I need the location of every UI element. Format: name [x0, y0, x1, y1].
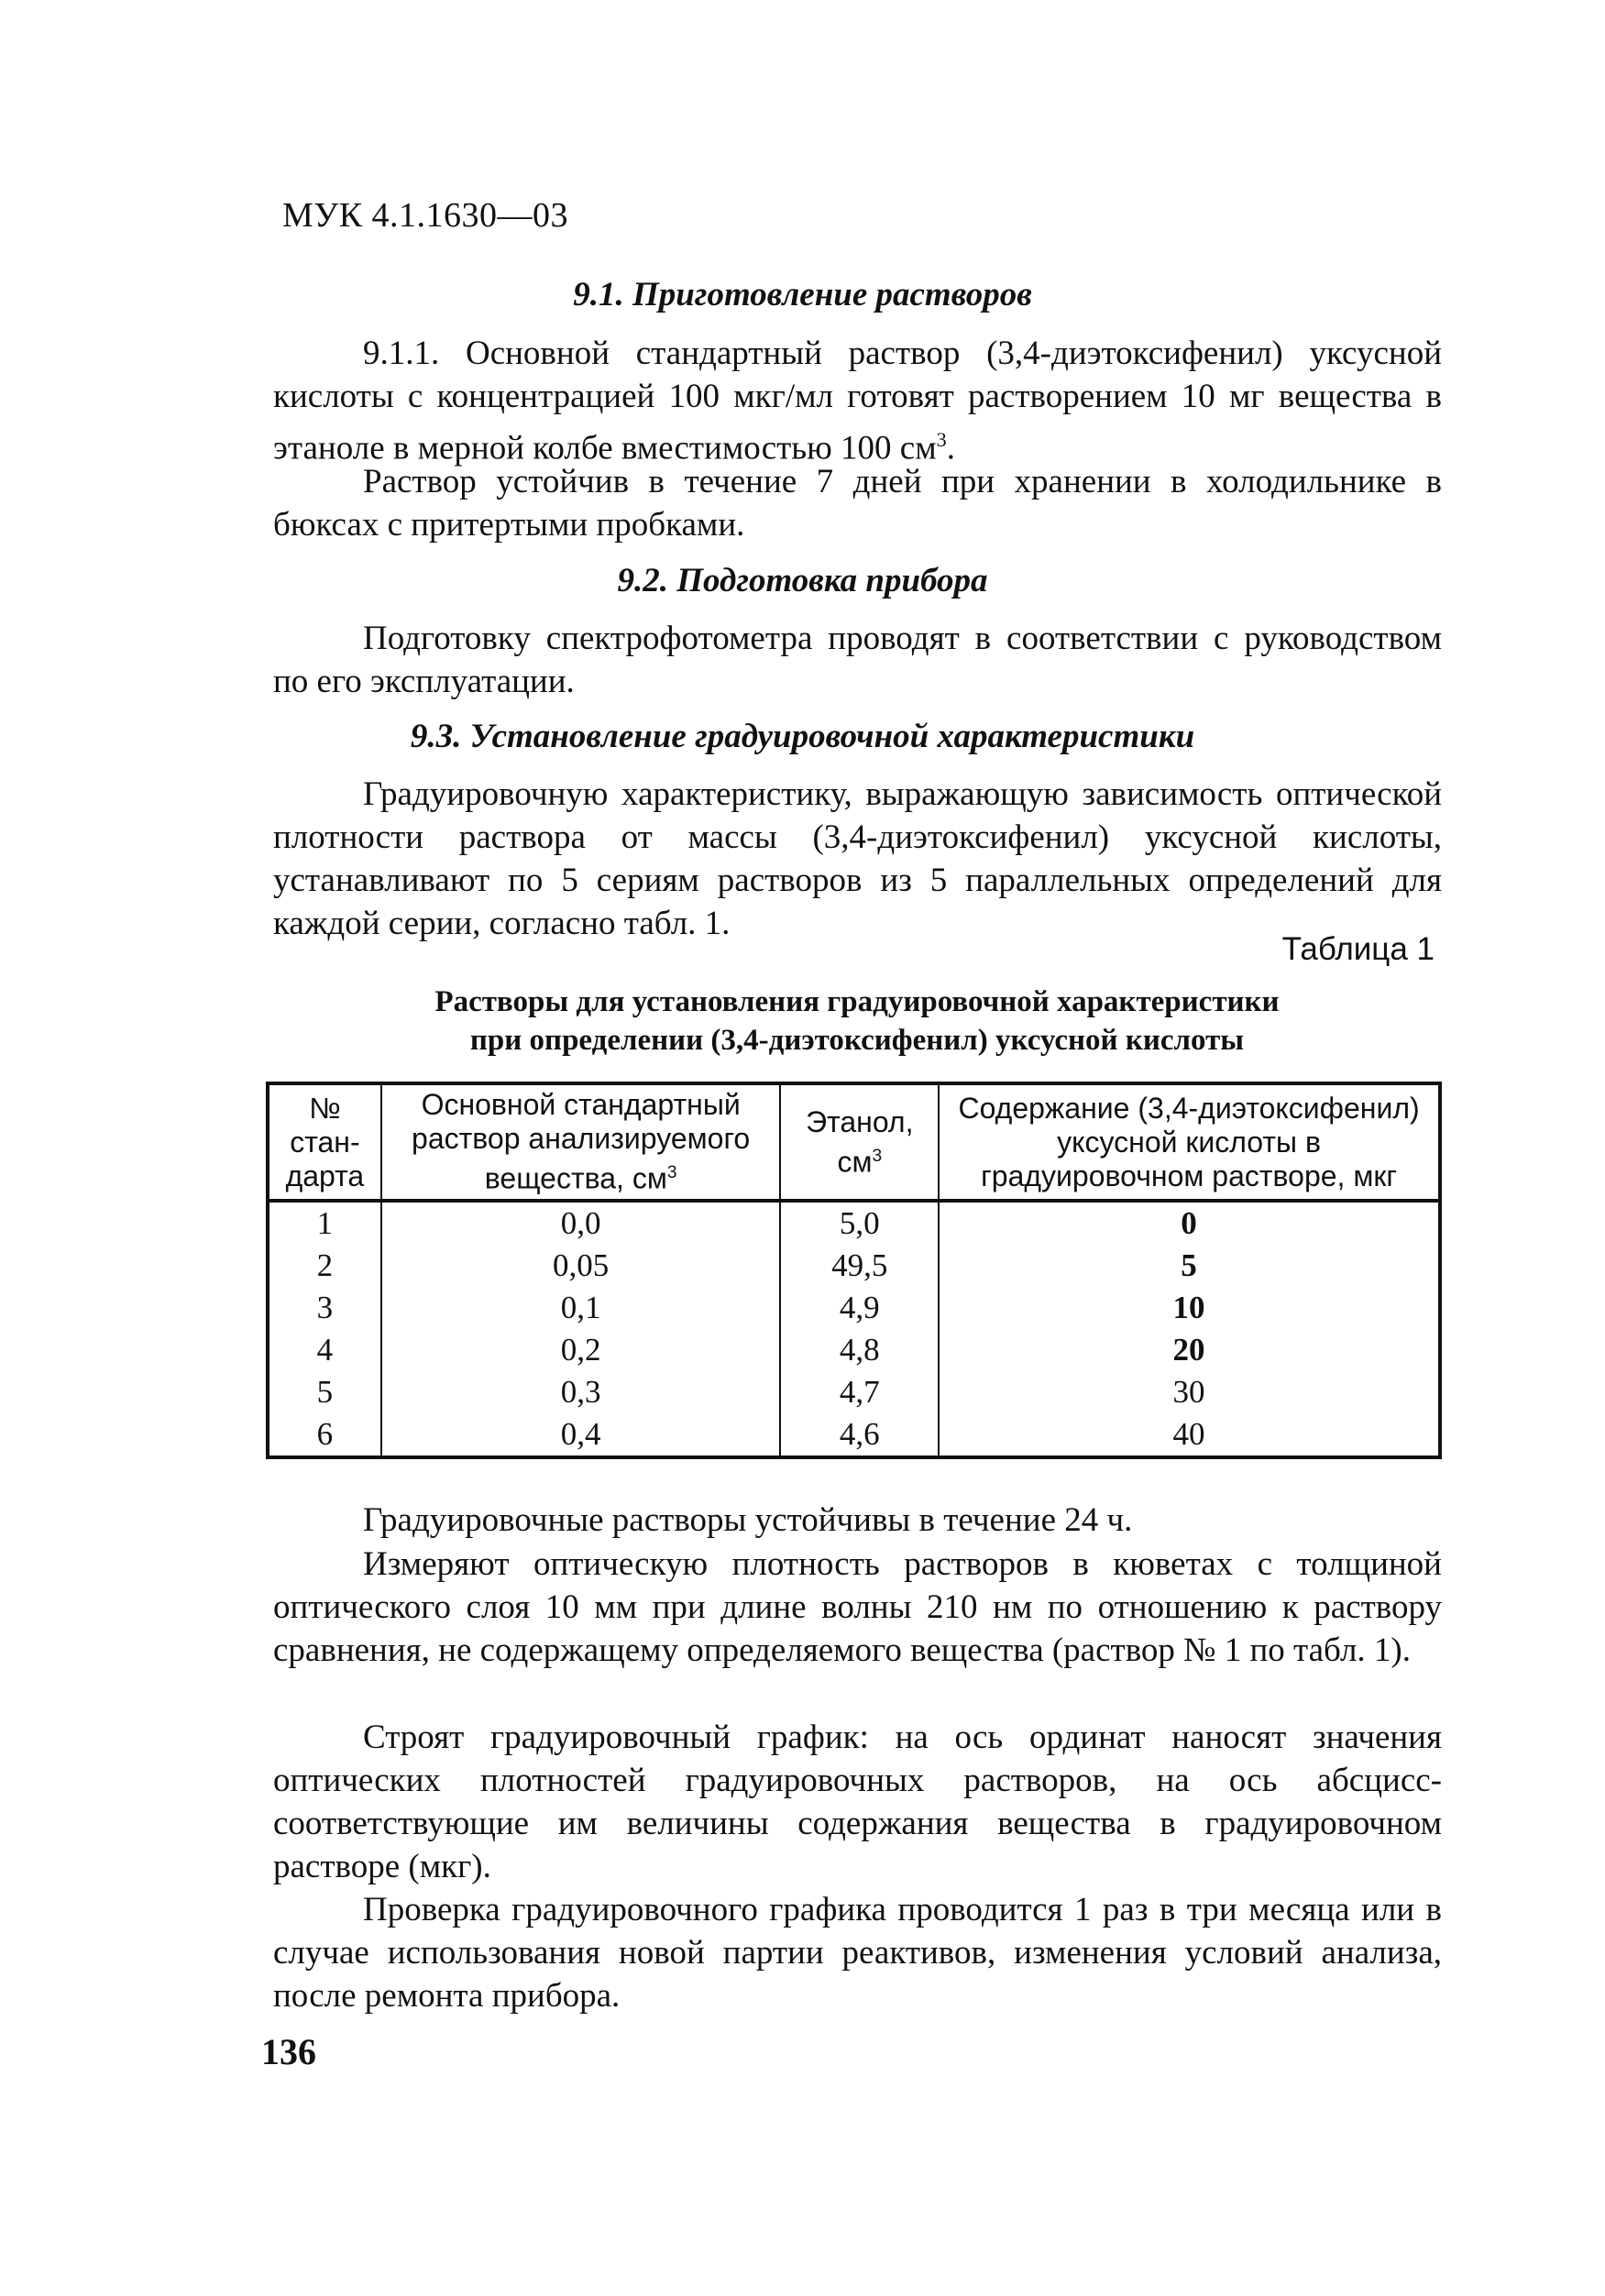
cell-stock-volume: 0,4: [381, 1413, 781, 1457]
section-9-2-paragraph: Подготовку спектрофотометра проводят в соответствии с руководством по его эксплуатации.: [273, 620, 1442, 700]
cell-standard-number: 4: [268, 1329, 381, 1371]
graph-construction-paragraph: Строят градуировочный график: на ось ординат наносят значения оптических плотностей градуировочных растворов, на ось абсцисс-соответствующие им величины содержания вещества в градуировочном растворе (мкг).: [273, 1719, 1442, 1885]
cell-ethanol-volume: 5,0: [780, 1201, 939, 1245]
cell-content: 30: [939, 1371, 1440, 1413]
header-content: Содержание (3,4-диэтоксифенил) уксусной кислоты в градуировочном растворе, мкг: [939, 1083, 1440, 1201]
cell-standard-number: 3: [268, 1287, 381, 1329]
cell-ethanol-volume: 4,9: [780, 1287, 939, 1329]
measurement-paragraph: Измеряют оптическую плотность растворов в кюветах с толщиной оптического слоя 10 мм при длине волны 210 нм по отношению к раствору сравнения, не содержащему определяемого вещества (раствор № 1 по табл. 1).: [273, 1545, 1442, 1669]
cell-stock-volume: 0,0: [381, 1201, 781, 1245]
table-caption: [275, 983, 1439, 1060]
cell-content: 0: [939, 1201, 1440, 1245]
cubic-superscript: 3: [936, 428, 947, 451]
cell-stock-volume: 0,05: [381, 1245, 781, 1287]
section-9-1-title: 9.1. Приготовление растворов: [573, 276, 1032, 313]
header-standard-number: № стан-дарта: [268, 1083, 381, 1201]
header-stock-solution: [381, 1083, 781, 1201]
cell-content: 40: [939, 1413, 1440, 1457]
cell-standard-number: 1: [268, 1201, 381, 1245]
table-header-row: [268, 1083, 1440, 1201]
cell-standard-number: 2: [268, 1245, 381, 1287]
section-9-3-paragraph: Градуировочную характеристику, выражающую зависимость оптической плотности раствора от массы (3,4-диэтоксифенил) уксусной кислоты, устанавливают по 5 сериям растворов из 5 параллельных определений для каждой серии, согласно табл. 1.: [273, 775, 1442, 942]
calibration-stability-paragraph: Градуировочные растворы устойчивы в течение 24 ч.: [363, 1501, 1133, 1539]
table-caption-line-1: Растворы для установления градуировочной характеристики: [434, 985, 1280, 1018]
table-label: Таблица 1: [1281, 931, 1435, 967]
section-9-1-1-paragraph: [273, 332, 1442, 469]
header-ethanol: [780, 1083, 939, 1201]
header-ethanol-sup: 3: [872, 1146, 883, 1166]
calibration-solutions-table: [266, 1082, 1442, 1459]
document-code-header: МУК 4.1.1630—03: [282, 196, 569, 235]
page-number: 136: [261, 2031, 316, 2072]
cell-ethanol-volume: 4,8: [780, 1329, 939, 1371]
header-stock-solution-text: Основной стандартный раствор анализируемого вещества, см: [412, 1088, 751, 1195]
section-9-1-1-end: .: [946, 429, 955, 467]
cell-ethanol-volume: 49,5: [780, 1245, 939, 1287]
cell-content: 5: [939, 1245, 1440, 1287]
cell-ethanol-volume: 4,6: [780, 1413, 939, 1457]
section-9-2-title: 9.2. Подготовка прибора: [617, 562, 988, 599]
cell-standard-number: 5: [268, 1371, 381, 1413]
section-9-1-1-text: 9.1.1. Основной стандартный раствор (3,4-диэтоксифенил) уксусной кислоты с концентрацией 100 мкг/мл готовят растворением 10 мг вещества в этаноле в мерной колбе вместимостью 100 см: [273, 335, 1442, 467]
cell-stock-volume: 0,1: [381, 1287, 781, 1329]
section-9-3-title: 9.3. Установление градуировочной характеристики: [410, 718, 1195, 755]
table-row: [268, 1371, 1440, 1413]
header-stock-solution-sup: 3: [666, 1163, 677, 1183]
table-row: [268, 1329, 1440, 1371]
cell-standard-number: 6: [268, 1413, 381, 1457]
cell-content: 10: [939, 1287, 1440, 1329]
table-row: [268, 1245, 1440, 1287]
cell-stock-volume: 0,3: [381, 1371, 781, 1413]
header-ethanol-text: Этанол, см: [806, 1104, 914, 1179]
cell-content: 20: [939, 1329, 1440, 1371]
table-row: [268, 1201, 1440, 1245]
table-row: [268, 1287, 1440, 1329]
cell-stock-volume: 0,2: [381, 1329, 781, 1371]
table-caption-line-2: при определении (3,4-диэтоксифенил) уксусной кислоты: [469, 1024, 1245, 1057]
graph-check-paragraph: Проверка градуировочного графика проводится 1 раз в три месяца или в случае использования новой партии реактивов, изменения условий анализа, после ремонта прибора.: [273, 1891, 1442, 2015]
table-row: [268, 1413, 1440, 1457]
solution-stability-paragraph: Раствор устойчив в течение 7 дней при хранении в холодильнике в бюксах с притертыми пробками.: [273, 463, 1442, 544]
cell-ethanol-volume: 4,7: [780, 1371, 939, 1413]
